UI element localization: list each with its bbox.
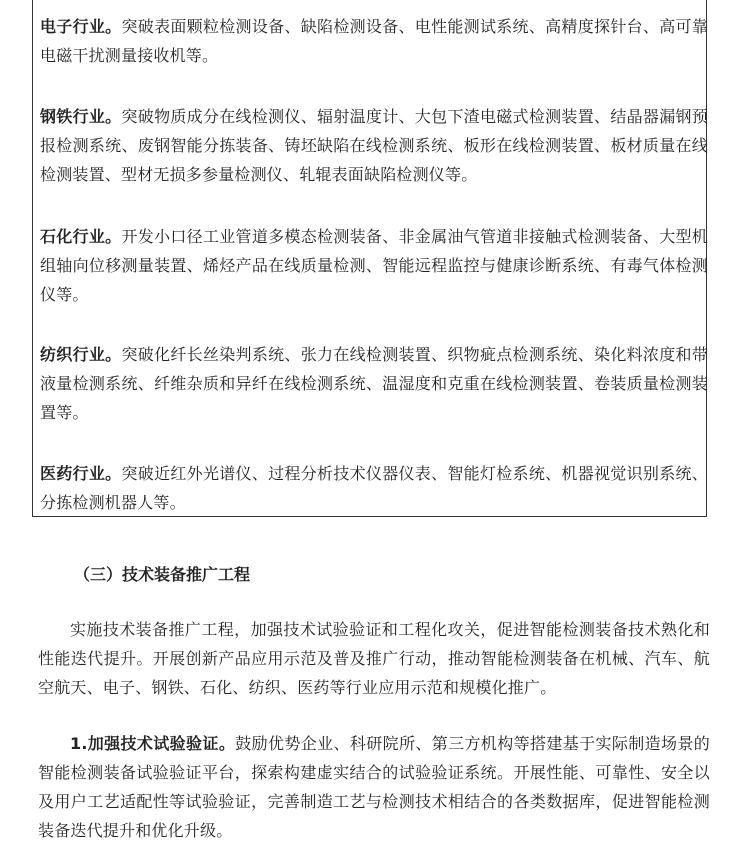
industry-electronics (40, 12, 708, 70)
industry-petrochem-text: 开发小口径工业管道多模态检测装备、非金属油气管道非接触式检测装备、大型机组轴向位移测量装置、烯烃产品在线质量检测、智能远程监控与健康诊断系统、有毒气体检测仪等。 (40, 227, 708, 304)
industry-pharma (40, 459, 708, 517)
industry-steel (40, 102, 708, 189)
industry-electronics-text: 突破表面颗粒检测设备、缺陷检测设备、电性能测试系统、高精度探针台、高可靠电磁干扰测量接收机等。 (40, 17, 708, 65)
industry-textile-lead: 纺织行业。 (40, 345, 122, 364)
industry-petrochem-lead: 石化行业。 (40, 227, 122, 246)
industry-pharma-lead: 医药行业。 (40, 464, 122, 483)
section-heading: （三）技术装备推广工程 (74, 565, 251, 584)
section-item-1-text: 鼓励优势企业、科研院所、第三方机构等搭建基于实际制造场景的智能检测装备试验验证平台，探索构建虚实结合的试验验证系统。开展性能、可靠性、安全以及用户工艺适配性等试验验证，完善制造工艺与检测技术相结合的各类数据库，促进智能检测装备迭代提升和优化升级。 (38, 734, 710, 840)
section-intro: 实施技术装备推广工程，加强技术试验验证和工程化攻关，促进智能检测装备技术熟化和性能迭代提升。开展创新产品应用示范及普及推广行动，推动智能检测装备在机械、汽车、航空航天、电子、钢铁、石化、纺织、医药等行业应用示范和规模化推广。 (38, 620, 710, 697)
industry-steel-lead: 钢铁行业。 (40, 107, 122, 126)
industry-petrochem (40, 222, 708, 309)
section-item-1-lead: 1.加强技术试验验证。 (70, 734, 236, 753)
industry-textile-text: 突破化纤长丝染判系统、张力在线检测装置、织物疵点检测系统、染化料浓度和带液量检测系统、纤维杂质和异纤在线检测系统、温湿度和克重在线检测装置、卷装质量检测装置等。 (40, 345, 708, 422)
section-item-1 (38, 729, 710, 845)
industry-steel-text: 突破物质成分在线检测仪、辐射温度计、大包下渣电磁式检测装置、结晶器漏钢预报检测系统、废钢智能分拣装备、铸坯缺陷在线检测系统、板形在线检测装置、板材质量在线检测装置、型材无损多参量检测仪、轧辊表面缺陷检测仪等。 (40, 107, 708, 184)
industry-textile (40, 340, 708, 427)
industry-electronics-lead: 电子行业。 (40, 17, 122, 36)
industry-pharma-text: 突破近红外光谱仪、过程分析技术仪器仪表、智能灯检系统、机器视觉识别系统、分拣检测机器人等。 (40, 464, 708, 512)
